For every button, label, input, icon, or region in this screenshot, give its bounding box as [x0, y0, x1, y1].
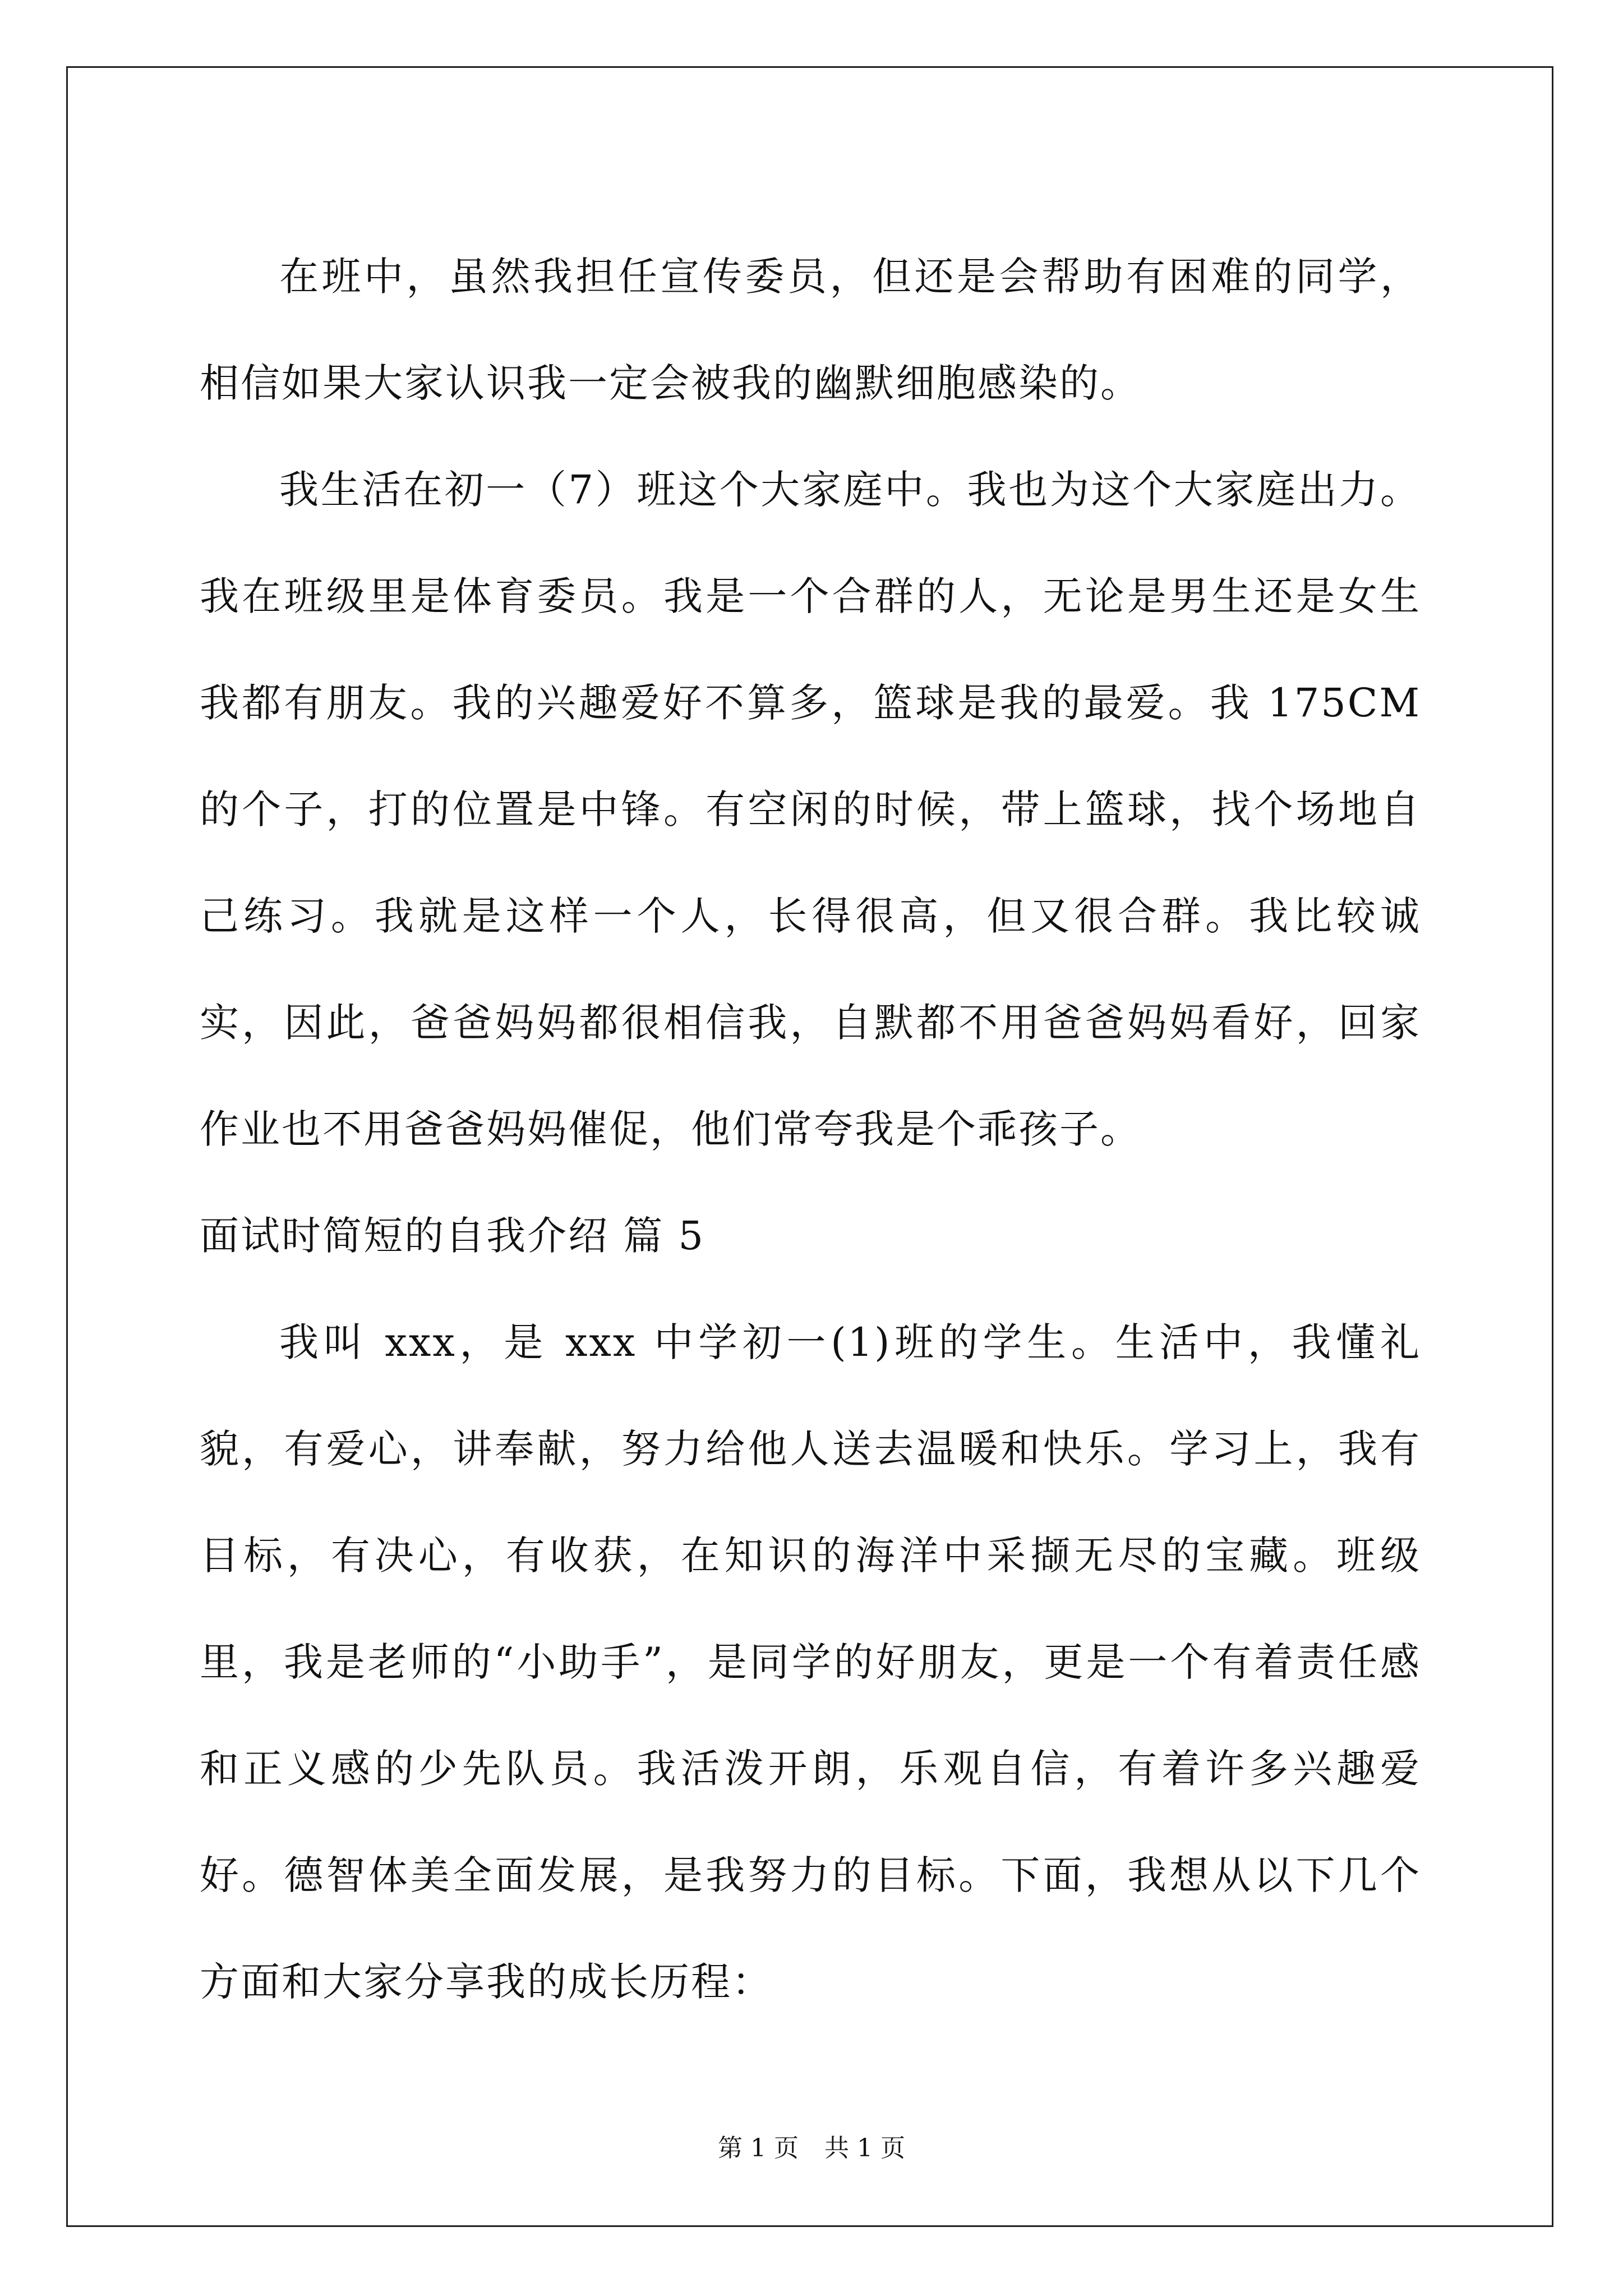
paragraph: 我生活在初一（7）班这个大家庭中。我也为这个大家庭出力。我在班级里是体育委员。我是一个合群的人，无论是男生还是女生我都有朋友。我的兴趣爱好不算多，篮球是我的最爱。我 175CM 的个子，打的位置是中锋。有空闲的时候，带上篮球，找个场地自己练习。我就是这样一个人，长得很高，但又很合群。我比较诚实，因此，爸爸妈妈都很相信我，自默都不用爸爸妈妈看好，回家作业也不用爸爸妈妈催促，他们常夸我是个乖孩子。 [200, 467, 1421, 1152]
paragraph: 在班中，虽然我担任宣传委员，但还是会帮助有困难的同学，相信如果大家认识我一定会被我的幽默细胞感染的。 [200, 254, 1421, 406]
paragraph: 我叫 xxx，是 xxx 中学初一(1)班的学生。生活中，我懂礼貌，有爱心，讲奉献，努力给他人送去温暖和快乐。学习上，我有目标，有决心，有收获，在知识的海洋中采撷无尽的宝藏。班级里，我是老师的“小助手”，是同学的好朋友，更是一个有着责任感和正义感的少先队员。我活泼开朗，乐观自信，有着许多兴趣爱好。德智体美全面发展，是我努力的目标。下面，我想从以下几个方面和大家分享我的成长历程： [200, 1319, 1421, 2005]
page-footer [0, 2132, 1623, 2165]
section-title: 面试时简短的自我介绍 篇 5 [200, 1213, 706, 1259]
page-total: 共 1 页 [824, 2134, 905, 2162]
page-number: 第 1 页 [718, 2134, 799, 2162]
document-body [200, 223, 1421, 2035]
